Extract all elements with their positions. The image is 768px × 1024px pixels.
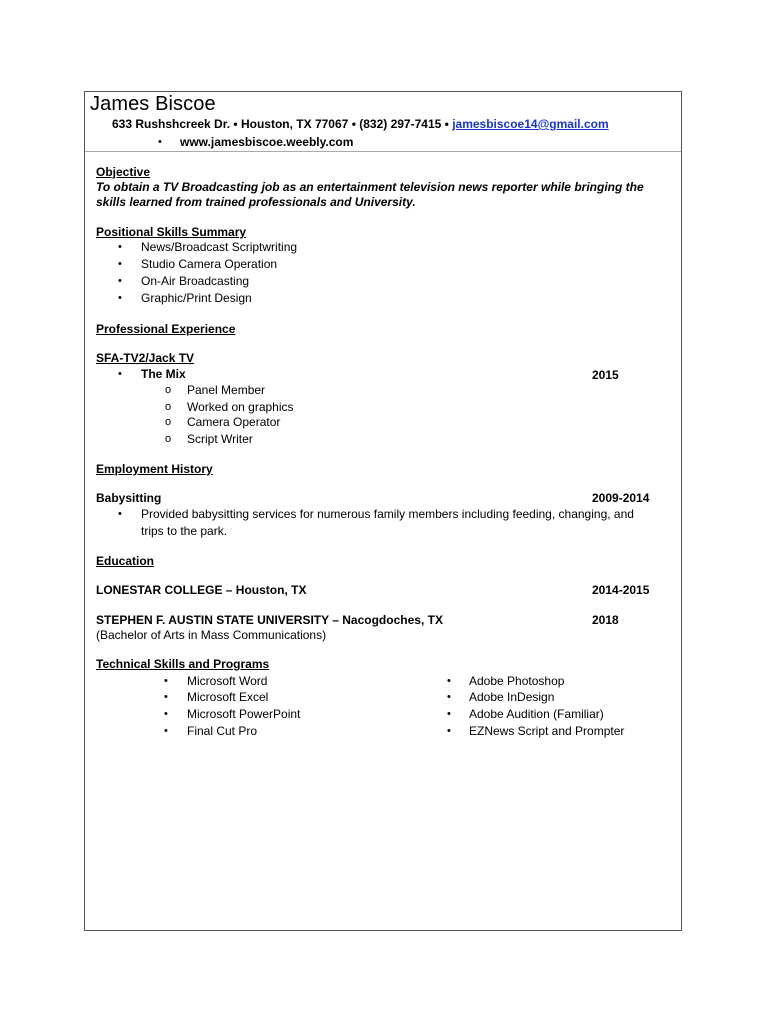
- bullet-icon: •: [447, 691, 451, 703]
- bullet-icon: •: [118, 508, 122, 520]
- bullet-icon: •: [447, 708, 451, 720]
- education-school-2: STEPHEN F. AUSTIN STATE UNIVERSITY – Nacogdoches, TX: [96, 613, 443, 627]
- list-item: Microsoft PowerPoint: [187, 707, 301, 721]
- list-item: Script Writer: [187, 432, 253, 446]
- education-year-2: 2018: [592, 613, 619, 627]
- bullet-icon: •: [118, 368, 122, 380]
- separator-dot: •: [233, 117, 238, 131]
- circle-bullet-icon: o: [165, 416, 172, 428]
- education-heading: Education: [96, 554, 155, 568]
- experience-year: 2015: [592, 368, 619, 382]
- list-item: Adobe InDesign: [469, 690, 555, 704]
- circle-bullet-icon: o: [165, 401, 172, 413]
- experience-show: The Mix: [141, 367, 186, 381]
- objective-text-line1: To obtain a TV Broadcasting job as an entertainment television news reporter while bringing the: [96, 180, 644, 194]
- circle-bullet-icon: o: [165, 384, 172, 396]
- list-item: Adobe Photoshop: [469, 674, 565, 688]
- education-degree: (Bachelor of Arts in Mass Communications): [96, 628, 327, 642]
- city: Houston, TX 77067: [240, 117, 349, 131]
- employment-desc-line1: Provided babysitting services for numerous family members including feeding, changing, and: [141, 507, 634, 521]
- experience-org: SFA-TV2/Jack TV: [96, 351, 195, 365]
- header-divider: [85, 151, 681, 152]
- employment-desc-line2: trips to the park.: [141, 524, 228, 538]
- technical-heading: Technical Skills and Programs: [96, 657, 270, 671]
- bullet-icon: •: [118, 275, 122, 287]
- list-item: On-Air Broadcasting: [141, 274, 250, 288]
- bullet-icon: •: [164, 708, 168, 720]
- separator-dot: •: [444, 117, 449, 131]
- employment-years: 2009-2014: [592, 491, 650, 505]
- education-years-1: 2014-2015: [592, 583, 650, 597]
- bullet-icon: •: [164, 675, 168, 687]
- objective-text-line2: skills learned from trained professionals and University.: [96, 195, 416, 209]
- website: www.jamesbiscoe.weebly.com: [180, 135, 354, 149]
- employment-heading: Employment History: [96, 462, 213, 476]
- resume-name: James Biscoe: [90, 93, 216, 115]
- contact-line: [112, 117, 609, 132]
- bullet-icon: •: [447, 675, 451, 687]
- address: 633 Rushshcreek Dr.: [112, 117, 231, 131]
- email-link[interactable]: jamesbiscoe14@gmail.com: [452, 117, 609, 131]
- phone: (832) 297-7415: [359, 117, 442, 131]
- list-item: Worked on graphics: [187, 400, 294, 414]
- bullet-icon: •: [447, 725, 451, 737]
- list-item: Adobe Audition (Familiar): [469, 707, 604, 721]
- list-item: Studio Camera Operation: [141, 257, 278, 271]
- list-item: Microsoft Word: [187, 674, 268, 688]
- circle-bullet-icon: o: [165, 433, 172, 445]
- bullet-icon: •: [118, 241, 122, 253]
- list-item: EZNews Script and Prompter: [469, 724, 625, 738]
- list-item: Microsoft Excel: [187, 690, 269, 704]
- list-item: Graphic/Print Design: [141, 291, 252, 305]
- list-item: News/Broadcast Scriptwriting: [141, 240, 298, 254]
- experience-heading: Professional Experience: [96, 322, 236, 336]
- list-item: Camera Operator: [187, 415, 281, 429]
- bullet-icon: •: [118, 258, 122, 270]
- bullet-icon: •: [118, 292, 122, 304]
- employment-job: Babysitting: [96, 491, 162, 505]
- bullet-icon: •: [164, 691, 168, 703]
- bullet-icon: •: [164, 725, 168, 737]
- list-item: Final Cut Pro: [187, 724, 258, 738]
- skills-summary-heading: Positional Skills Summary: [96, 225, 247, 239]
- separator-dot: •: [351, 117, 356, 131]
- list-item: Panel Member: [187, 383, 266, 397]
- bullet-icon: •: [158, 136, 162, 148]
- objective-heading: Objective: [96, 165, 151, 179]
- education-school-1: LONESTAR COLLEGE – Houston, TX: [96, 583, 307, 597]
